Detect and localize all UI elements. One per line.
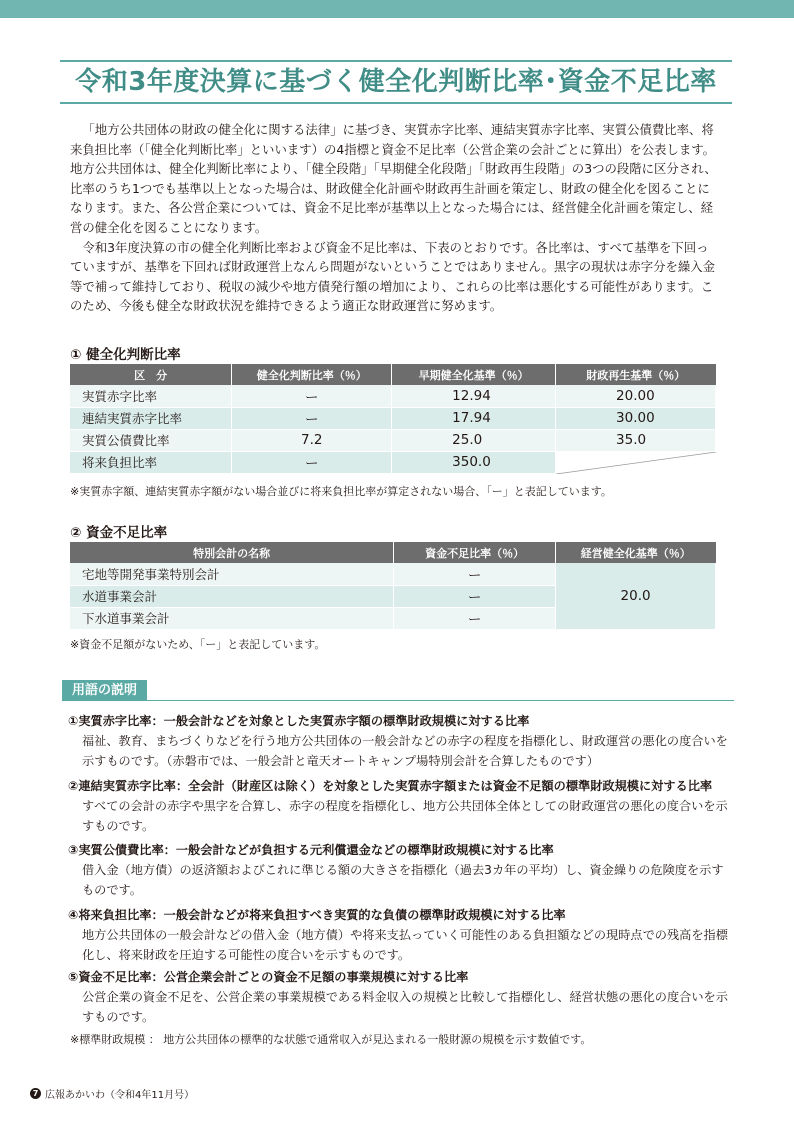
ratio-table-note: ※実質赤字額、連結実質赤字額がない場合並びに将来負担比率が算定されない場合、「ー」と表記しています。 [70, 485, 612, 498]
section-heading-fund-shortage: ② 資金不足比率 [70, 525, 168, 541]
top-color-bar [0, 0, 794, 18]
glossary-term: ①実質赤字比率：一般会計などを対象とした実質赤字額の標準財政規模に対する比率 [68, 714, 530, 728]
diagonal-slash [556, 452, 716, 474]
ratio-value: 7.2 [232, 429, 392, 451]
section-heading-ratios: ① 健全化判断比率 [70, 347, 181, 363]
glossary-term: ④将来負担比率：一般会計などが将来負担すべき実質的な負債の標準財政規模に対する比率 [68, 908, 566, 922]
publication-name: 広報あかいわ（令和4年11月号） [45, 1090, 195, 1101]
glossary-item [68, 776, 728, 836]
row-label: 下水道事業会計 [70, 607, 394, 629]
early-standard-value: 350.0 [392, 451, 556, 473]
glossary-description: 借入金（地方債）の返済額およびこれに準じる額の大きさを指標化（過去3カ年の平均）し、資金繰りの危険度を示すものです。 [82, 863, 724, 897]
table-row [70, 563, 716, 585]
col-header-category: 区 分 [70, 364, 232, 385]
intro-paragraph-1: 「地方公共団体の財政の健全化に関する法律」に基づき、実質赤字比率、連結実質赤字比率、実質公債費比率、将来負担比率（「健全化判断比率」といいます）の4指標と資金不足比率（公営企業の会計ごとに算出）を公表します。地方公共団体は、健全化判断比率により、「健全段階」「早期健全化段階」「財政再生段階」の3つの段階に区分され、比率のうち1つでも基準以上となった場合は、財政健全化計画や財政再生計画を策定し、財政の健全化を図ることになります。また、各公営企業については、資金不足比率が基準以上となった場合には、経営健全化計画を策定し、経営の健全化を図ることになります。 [70, 122, 717, 235]
glossary-description: 福祉、教育、まちづくりなどを行う地方公共団体の一般会計などの赤字の程度を指標化し、財政運営の悪化の度合いを示すものです。（赤磐市では、一般会計と竜天オートキャンプ場特別会計を合算したものです） [82, 734, 728, 768]
fund-shortage-table [70, 542, 716, 630]
page-footer [30, 1086, 194, 1101]
row-label: 宅地等開発事業特別会計 [70, 563, 394, 585]
table-row [70, 451, 716, 473]
early-standard-value: 17.94 [392, 407, 556, 429]
rebuild-standard-value: 20.00 [556, 385, 716, 407]
row-label: 水道事業会計 [70, 585, 394, 607]
management-standard-value: 20.0 [556, 563, 716, 629]
table-row [70, 407, 716, 429]
glossary-item [68, 711, 728, 771]
col-header-management-standard: 経営健全化基準（％） [556, 542, 716, 563]
intro-paragraph-2: 令和3年度決算の市の健全化判断比率および資金不足比率は、下表のとおりです。各比率は、すべて基準を下回っていますが、基準を下回れば財政運営上なんら問題がないということではありません。黒字の現状は赤字分を繰入金等で補って維持しており、税収の減少や地方債発行額の増加により、これらの比率は悪化する可能性があります。このため、今後も健全な財政状況を維持できるよう適正な財政運営に努めます。 [70, 239, 716, 314]
glossary-item [68, 967, 728, 1027]
row-label: 将来負担比率 [70, 451, 232, 473]
early-standard-value: 25.0 [392, 429, 556, 451]
glossary-term: ②連結実質赤字比率：全会計（財産区は除く）を対象とした実質赤字額または資金不足額の標準財政規模に対する比率 [68, 779, 713, 793]
rebuild-standard-value: 35.0 [556, 429, 716, 451]
row-label: 実質公債費比率 [70, 429, 232, 451]
shortage-ratio-value: ー [394, 607, 556, 629]
col-header-account-name: 特別会計の名称 [70, 542, 394, 563]
glossary-description: すべての会計の赤字や黒字を合算し、赤字の程度を指標化し、地方公共団体全体としての財政運営の悪化の度合いを示すものです。 [82, 799, 728, 833]
glossary-footnote: ※標準財政規模 ： 地方公共団体の標準的な状態で通常収入が見込まれる一般財源の規模を示す数値です。 [70, 1033, 592, 1046]
intro-text [70, 120, 720, 316]
glossary-heading: 用語の説明 [62, 680, 147, 701]
page-title: 令和3年度決算に基づく健全化判断比率･資金不足比率 [75, 67, 717, 97]
early-standard-value: 12.94 [392, 385, 556, 407]
glossary-item [68, 840, 728, 900]
row-label: 実質赤字比率 [70, 385, 232, 407]
shortage-ratio-value: ー [394, 585, 556, 607]
fund-shortage-note: ※資金不足額がないため、「ー」と表記しています。 [70, 638, 326, 651]
ratio-table [70, 364, 716, 474]
title-frame [60, 60, 732, 104]
col-header-early-standard: 早期健全化基準（％） [392, 364, 556, 385]
table-row [70, 429, 716, 451]
col-header-rebuild-standard: 財政再生基準（％） [556, 364, 716, 385]
glossary-description: 公営企業の資金不足を、公営企業の事業規模である料金収入の規模と比較して指標化し、経営状態の悪化の度合いを示すものです。 [82, 990, 728, 1024]
table-row [70, 385, 716, 407]
glossary-description: 地方公共団体の一般会計などの借入金（地方債）や将来支払っていく可能性のある負担額などの現時点での残高を指標化し、将来財政を圧迫する可能性の度合いを示すものです。 [82, 928, 728, 962]
glossary-term: ③実質公債費比率：一般会計などが負担する元利償還金などの標準財政規模に対する比率 [68, 843, 554, 857]
ratio-value: ー [232, 407, 392, 429]
col-header-ratio: 健全化判断比率（％） [232, 364, 392, 385]
col-header-shortage-ratio: 資金不足比率（％） [394, 542, 556, 563]
glossary-item [68, 905, 728, 965]
ratio-value: ー [232, 385, 392, 407]
not-applicable-cell [556, 451, 716, 473]
rebuild-standard-value: 30.00 [556, 407, 716, 429]
page-number: 7 [30, 1088, 41, 1099]
glossary-divider [62, 700, 734, 701]
shortage-ratio-value: ー [394, 563, 556, 585]
row-label: 連結実質赤字比率 [70, 407, 232, 429]
ratio-value: ー [232, 451, 392, 473]
glossary-term: ⑤資金不足比率：公営企業会計ごとの資金不足額の事業規模に対する比率 [68, 970, 469, 984]
